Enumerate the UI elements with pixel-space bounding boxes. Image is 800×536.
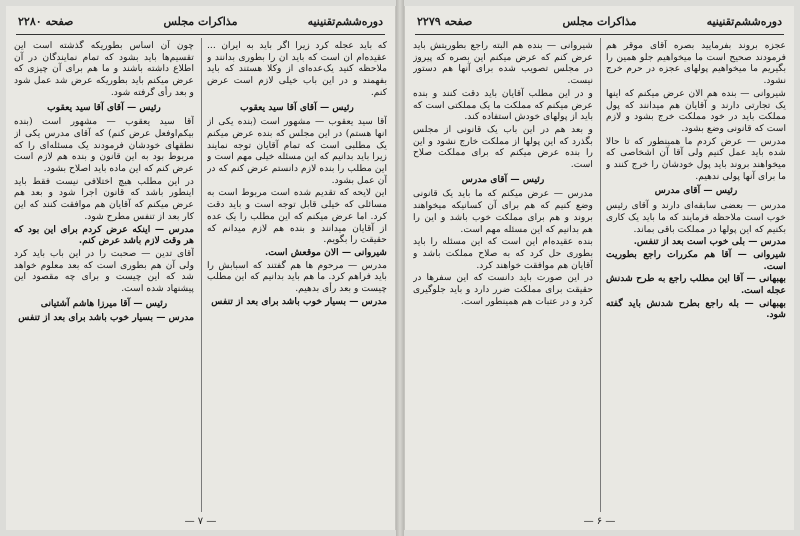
speaker-heading: رئیس — آقای مدرس xyxy=(654,185,738,197)
column-divider xyxy=(201,38,202,512)
paragraph: مدرس — بعضی سابقه‌ای دارند و آقای رئیس خوب است ملاحظه فرمایند که ما باید یک کاری بکنیم که این پولها در مملکت باقی بماند. xyxy=(606,200,786,235)
left-header-page-number: صفحه ۲۲۸۰ xyxy=(18,15,74,28)
right-page-left-column xyxy=(413,40,593,512)
paragraph: که باید عجله کرد زیرا اگر باید به ایران ... عقیده‌ام ان است که باید ان را بطوری بدانند و ملاحظه کنید یک‌عده‌ای از وکلا هستند که باید بفهمند و در این باب خیلی لازم است عرض کنم. xyxy=(207,40,387,98)
speaker-line: مدرس — بسیار خوب باشد برای بعد از تنفس xyxy=(18,312,194,324)
right-header-page-number: صفحه ۲۲۷۹ xyxy=(417,15,473,28)
right-page-folio: — ۶ — xyxy=(583,516,616,527)
speaker-heading: رئیس — آقا میرزا هاشم آشتیانی xyxy=(40,297,168,309)
right-page xyxy=(404,6,794,530)
paragraph: مدرس — عرض میکنم که ما باید یک قانونی وضع کنیم که هم برای آن کسانیکه میخواهند بروند و هم برای مملکت خوب باشد و این را هم بدانیم که این مسئله مهم است. xyxy=(413,188,593,235)
left-page-left-column xyxy=(14,40,194,512)
paragraph: آقا سید یعقوب — مشهور است (بنده بیکم‌اوفعل عرض کنم) که آقای مدرس یکی از نطقهای خودشان فرمودند یک مسئله‌ای را که مربوط بود به این قانون و بنده هم لازم است عرض کنم که این ماده باید اصلاح بشود. xyxy=(14,116,194,175)
paragraph: چون آن اساس بطوریکه گذشته است این تقسیم‌ها باید بشود که تمام نمایندگان در آن اطلاع داشته باشند و ما هم برای آن چیزی که عرض میکنم باید بطوریکه عرض شد عمل شود و بعد رأی گرفته شود. xyxy=(14,40,194,98)
paragraph: در این مطلب هیچ اختلافی نیست فقط باید اینطور باشد که قانون اجرا شود و بعد هم عرض میکنم که آقایان هم موافقت کنند که این کار بعد از تنفس مطرح شود. xyxy=(14,175,194,222)
paragraph: و در این مطلب آقایان باید دقت کنند و بنده عرض میکنم که مملکت ما یک مملکتی است که باید از پولهای خودش استفاده کند. xyxy=(413,87,593,123)
paragraph: در این صورت باید دانست که این سفرها در حقیقت برای مملکت ضرر دارد و باید جلوگیری کرد و در عتبات هم همینطور است. xyxy=(413,272,593,307)
speaker-heading: رئیس — آقای آقا سید یعقوب xyxy=(240,101,354,113)
speaker-line: بهبهانی — آقا این مطلب راجع به طرح شدنش عجله است. xyxy=(606,273,786,297)
column-divider xyxy=(600,38,601,512)
left-page-folio: — ۷ — xyxy=(184,516,217,527)
speaker-heading: رئیس — آقای آقا سید یعقوب xyxy=(47,101,161,113)
speaker-line: شیروانی — آقا هم مکررات راجع بطوریت است. xyxy=(606,248,786,272)
paragraph: شیروانی — بنده هم الان عرض میکنم که اینها یک تجارتی دارند و آقایان هم میدانند که پول مملکت باید در خود مملکت خرج بشود و لازم است که قانونی وضع بشود. xyxy=(606,87,786,134)
paragraph: شیروانی — بنده هم البته راجع بطوریتش باید عرض کنم که عرض میکنم این بصره که پیروز در مجلس تصویب شده برای آنها هم دستور نیست. xyxy=(413,40,593,87)
speaker-line: شیروانی — الان موقعش است. xyxy=(265,246,387,258)
paragraph: آقا سید یعقوب — مشهور است (بنده یکی از انها هستم) در این مجلس که بنده عرض میکنم یک مطلبی است که تمام آقایان توجه نمایند زیرا باید بدانیم که این مسئله خیلی مهم است و این مطلب را بنده لازم دانستم عرض کنم که در آن عمل بشود. xyxy=(207,116,387,186)
left-header-session: دوره‌ششم‌تقنینیه xyxy=(307,15,383,28)
speaker-line: بهبهانی — بله راجع بطرح شدنش باید گفته شود. xyxy=(606,297,786,321)
speaker-line: مدرس — بسیار خوب باشد برای بعد از تنفس xyxy=(211,295,387,307)
left-page-right-column xyxy=(207,40,387,512)
book-gutter xyxy=(396,0,404,536)
paragraph: این لایحه که تقدیم شده است مربوط است به مسائلی که خیلی قابل توجه است و باید دقت کرد. اما عرض میکنم که این مطلب را یک عده از آقایان میدانند و بنده هم لازم میدانم که حقیقت را بگویم. xyxy=(207,187,387,246)
right-page-right-column xyxy=(606,40,786,512)
right-page-header xyxy=(415,12,784,35)
paragraph: و بعد هم در این باب یک قانونی از مجلس بگذرد که این پولها از مملکت خارج نشود و این را بنده عرض میکنم که برای مملکت صلاح است. xyxy=(413,123,593,171)
left-page xyxy=(6,6,396,530)
right-header-title: مذاکرات مجلس xyxy=(562,15,637,28)
paragraph: آقای تدین — صحبت را در این باب باید کرد ولی آن هم بطوری است که بعد معلوم خواهد شد که این چیست و برای چه مقصود این پیشنهاد شده است. xyxy=(14,247,194,295)
left-header-title: مذاکرات مجلس xyxy=(163,15,238,28)
paragraph: عجزه بروند بفرمایید بصره آقای موقر هم فرمودند صحیح است ما میخواهیم جلو همین را بگیریم ما میخواهیم پولهای عجزه در حرم خرج نشود. xyxy=(606,40,786,87)
paragraph: مدرس — عرض کردم ما همینطور که تا حالا شده باید عمل کنیم ولی آقا آن اشخاصی که میخواهند بروند باید پول خودشان را خرج کنند و ما برای آنها پولی ندهیم. xyxy=(606,135,786,182)
speaker-line: مدرس — اینکه عرض کردم برای این بود که هر وقت لازم باشد عرض کنم. xyxy=(14,223,194,247)
right-header-session: دوره‌ششم‌تقنینیه xyxy=(706,15,782,28)
paragraph: مدرس — مرحوم ها هم گفتند که اسبابش را باید فراهم کرد. ما هم باید بدانیم که این مطلب چیست و بعد رأی بدهیم. xyxy=(207,259,387,295)
speaker-line: مدرس — بلی خوب است بعد از تنفس. xyxy=(633,236,786,248)
paragraph: بنده عقیده‌ام این است که این مسئله را باید بطوری حل کرد که به صلاح مملکت باشد و آقایان هم موافقت خواهند کرد. xyxy=(413,236,593,271)
left-page-header xyxy=(16,12,385,35)
speaker-heading: رئیس — آقای مدرس xyxy=(461,173,545,185)
